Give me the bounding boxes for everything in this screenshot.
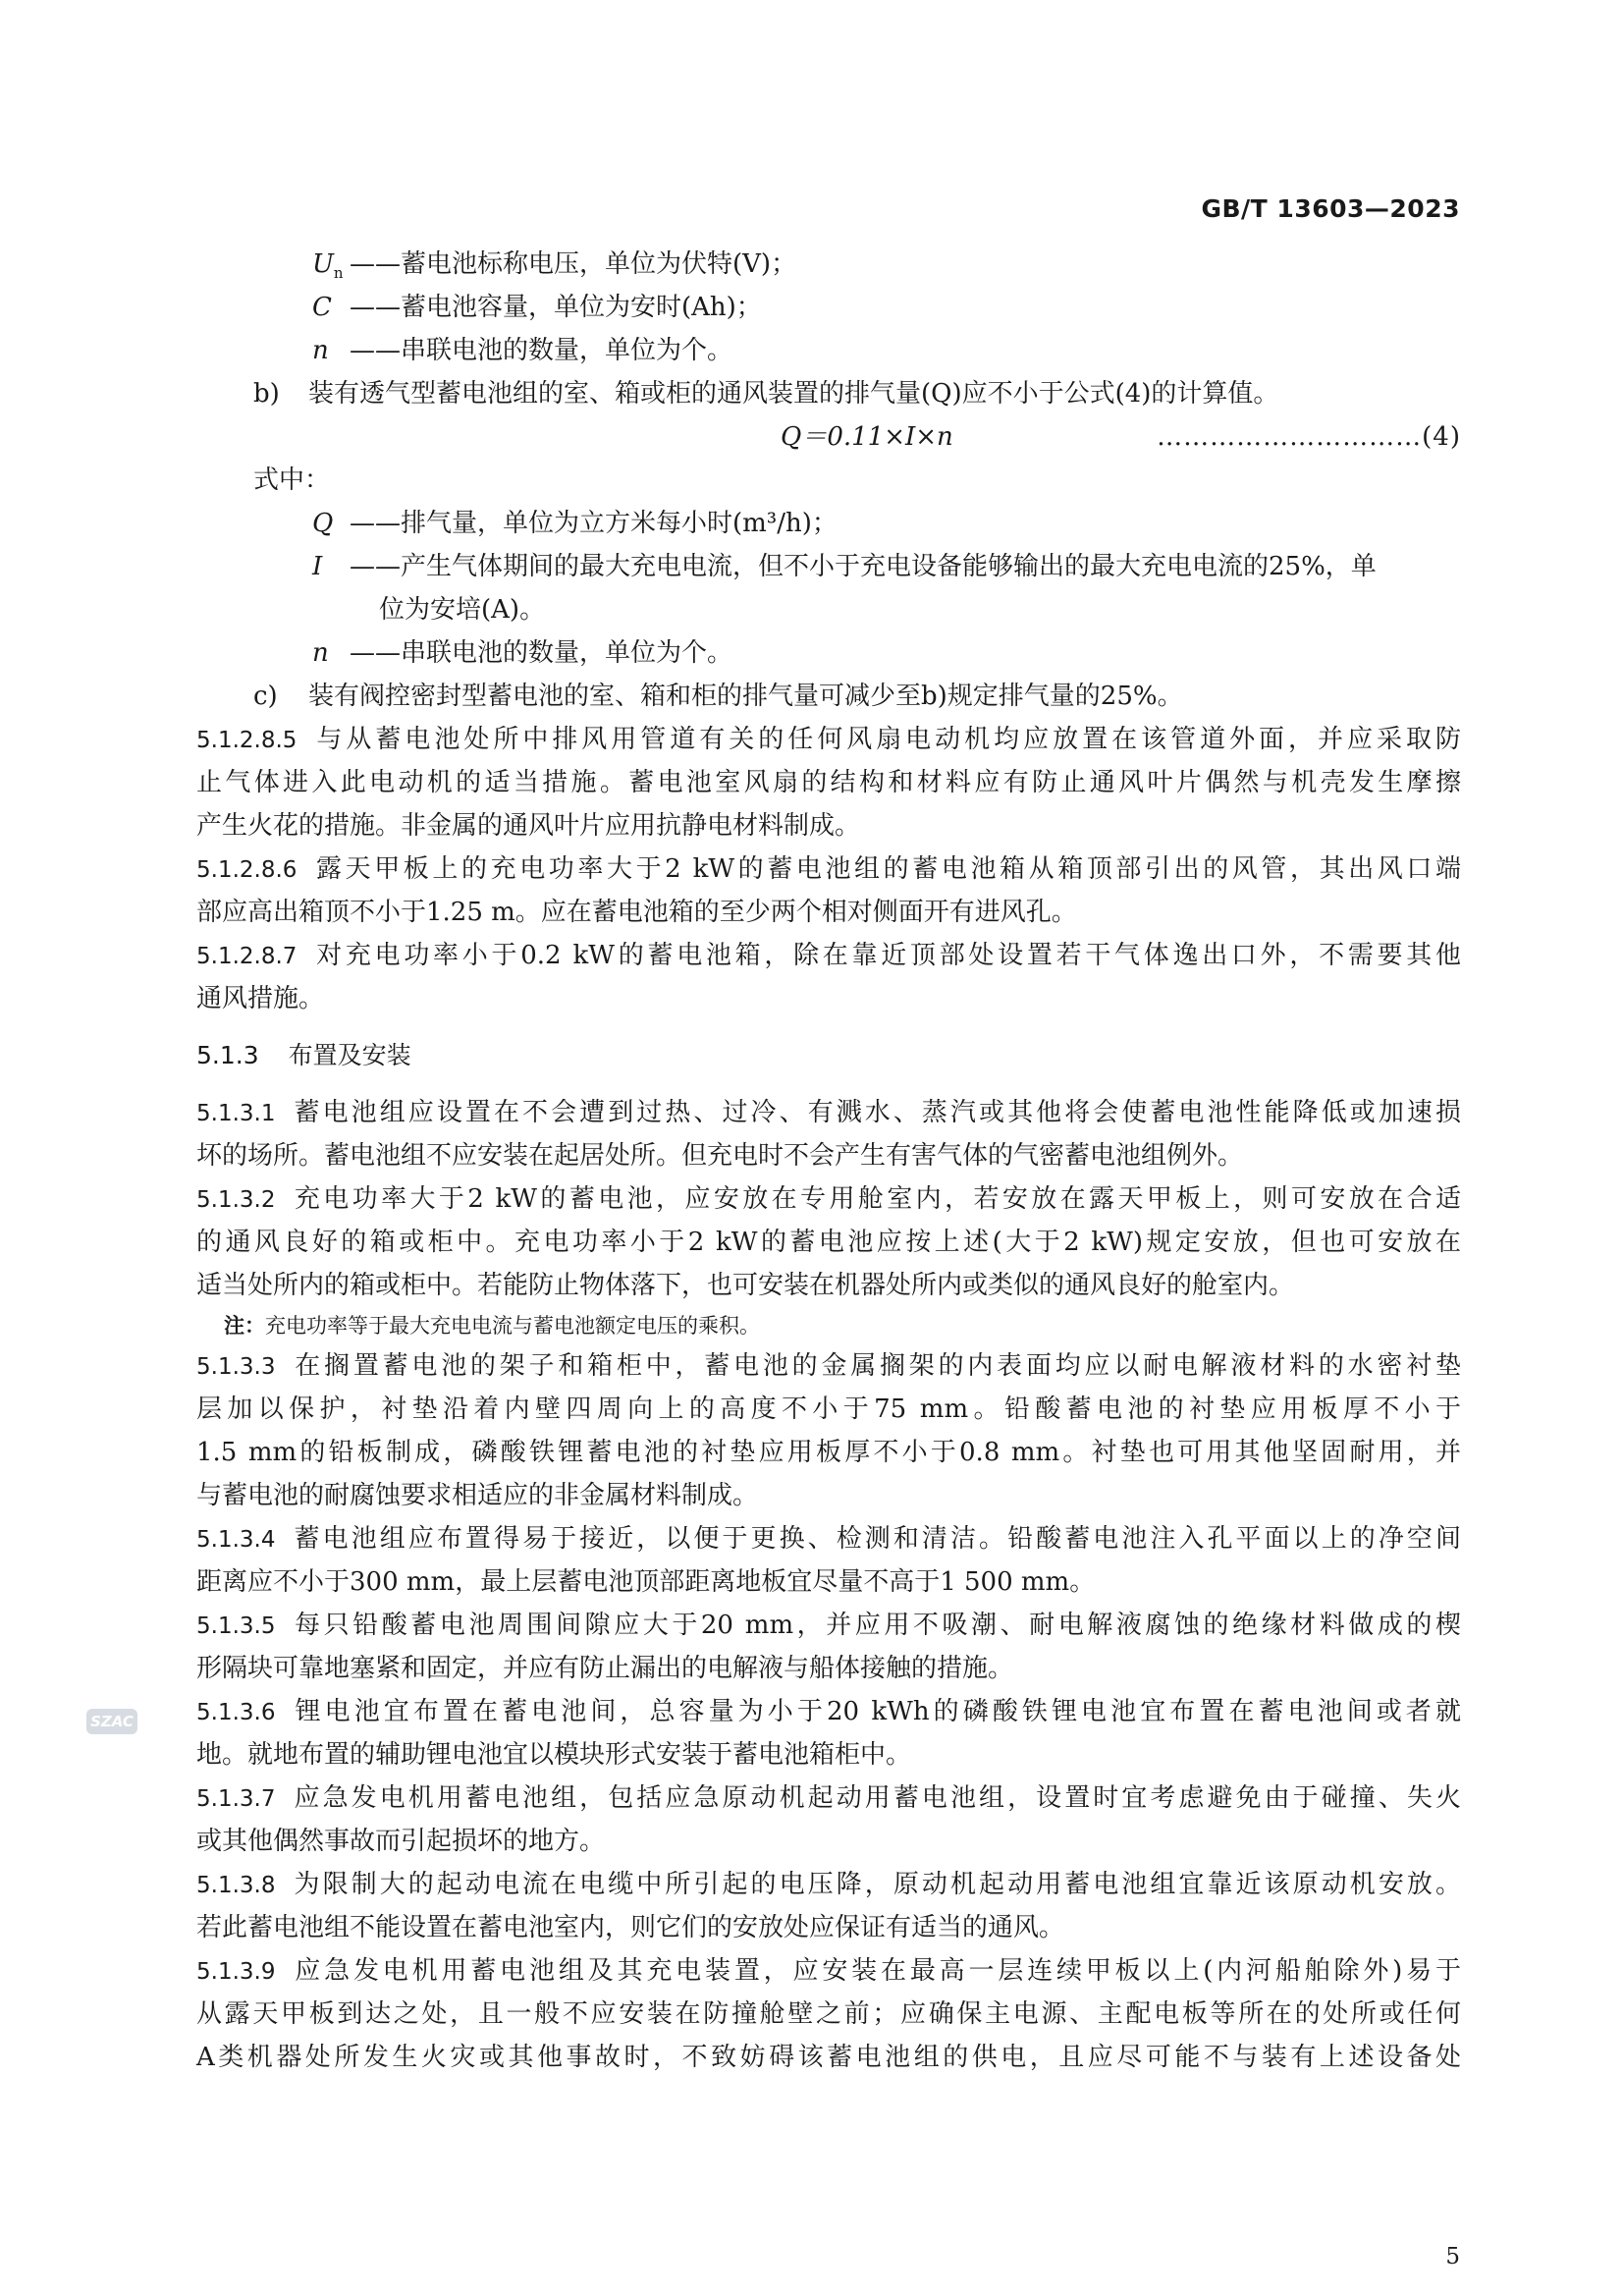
list-item-b (196, 372, 1461, 415)
clause-line: 通风措施。 (196, 984, 325, 1013)
clause-line (196, 934, 1461, 977)
symbol-i: I (312, 552, 323, 581)
definition-text: ——蓄电池标称电压，单位为伏特(V)； (350, 249, 797, 279)
clause-line: A类机器处所发生火灾或其他事故时，不致妨碍该蓄电池组的供电，且应尽可能不与装有上述设备处 (196, 2043, 1461, 2072)
clause-line (196, 1091, 1461, 1134)
definition-un (196, 243, 1461, 286)
clause-5-1-3-6 (196, 1690, 1461, 1777)
clause-line (196, 718, 1461, 761)
clause-line (196, 847, 1461, 891)
clause-number: 5.1.2.8.6 (196, 857, 298, 883)
clause-5-1-2-8-6 (196, 847, 1461, 934)
standard-code: GB/T 13603—2023 (1201, 194, 1460, 223)
clause-5-1-3-4 (196, 1517, 1461, 1604)
clause-5-1-3-7 (196, 1777, 1461, 1863)
clause-text: 应急发电机用蓄电池组及其充电装置，应安装在最高一层连续甲板以上(内河船舶除外)易于 (291, 1956, 1461, 1986)
clause-line: 产生火花的措施。非金属的通风叶片应用抗静电材料制成。 (196, 811, 861, 841)
clause-line (196, 1863, 1461, 1906)
clause-line: 地。就地布置的辅助锂电池宜以模块形式安装于蓄电池箱柜中。 (196, 1740, 912, 1770)
clause-text: 露天甲板上的充电功率大于2 kW的蓄电池组的蓄电池箱从箱顶部引出的风管，其出风口端 (312, 854, 1461, 884)
watermark-logo: SZAC (86, 1709, 137, 1734)
clause-line: 与蓄电池的耐腐蚀要求相适应的非金属材料制成。 (196, 1481, 759, 1510)
clause-number: 5.1.3.5 (196, 1613, 276, 1639)
clause-line: 或其他偶然事故而引起损坏的地方。 (196, 1827, 606, 1856)
definition-text: ——串联电池的数量，单位为个。 (350, 638, 733, 668)
clause-line: 止气体进入此电动机的适当措施。蓄电池室风扇的结构和材料应有防止通风叶片偶然与机壳发生摩擦 (196, 768, 1461, 797)
clause-number: 5.1.3.8 (196, 1873, 276, 1898)
note-label: 注： (224, 1314, 265, 1338)
definition-text: ——蓄电池容量，单位为安时(Ah)； (350, 293, 762, 322)
clause-5-1-3-3 (196, 1344, 1461, 1517)
clause-number: 5.1.2.8.7 (196, 944, 298, 969)
definition-c (196, 286, 1461, 329)
symbol-c: C (312, 293, 332, 322)
document-body (196, 243, 1461, 2079)
clause-line (196, 1949, 1461, 1993)
clause-number: 5.1.3.6 (196, 1700, 276, 1725)
clause-5-1-3-1 (196, 1091, 1461, 1177)
clause-5-1-2-8-5 (196, 718, 1461, 847)
clause-text: 每只铅酸蓄电池周围间隙应大于20 mm，并应用不吸潮、耐电解液腐蚀的绝缘材料做成的楔 (291, 1611, 1461, 1640)
where-label: 式中： (253, 465, 331, 495)
clause-text: 充电功率大于2 kW的蓄电池，应安放在专用舱室内，若安放在露天甲板上，则可安放在合适 (291, 1184, 1461, 1214)
clause-number: 5.1.3.1 (196, 1101, 276, 1126)
clause-text: 锂电池宜布置在蓄电池间，总容量为小于20 kWh的磷酸铁锂电池宜布置在蓄电池间或者就 (291, 1697, 1461, 1726)
clause-number: 5.1.2.8.5 (196, 728, 298, 753)
clause-line (196, 1517, 1461, 1560)
definition-text: ——产生气体期间的最大充电电流，但不小于充电设备能够输出的最大充电电流的25%，单 (350, 552, 1377, 581)
definition-q (196, 502, 1461, 545)
formula-4 (196, 415, 1461, 459)
symbol-n: n (312, 638, 329, 668)
clause-number: 5.1.3.3 (196, 1354, 276, 1380)
clause-line: 部应高出箱顶不小于1.25 m。应在蓄电池箱的至少两个相对侧面开有进风孔。 (196, 898, 1077, 927)
clause-line (196, 1604, 1461, 1647)
item-marker: b) (253, 379, 280, 409)
note (196, 1307, 1461, 1344)
definition-text: ——排气量，单位为立方米每小时(m³/h)； (350, 509, 838, 538)
clause-number: 5.1.3.7 (196, 1786, 276, 1812)
clause-line: 形隔块可靠地塞紧和固定，并应有防止漏出的电解液与船体接触的措施。 (196, 1654, 1014, 1683)
clause-text: 对充电功率小于0.2 kW的蓄电池箱，除在靠近顶部处设置若干气体逸出口外，不需要其他 (312, 941, 1461, 970)
symbol-un: $U_n$ (312, 249, 344, 283)
item-text: 装有阀控密封型蓄电池的室、箱和柜的排气量可减少至b)规定排气量的25%。 (308, 682, 1183, 711)
clause-text: 为限制大的起动电流在电缆中所引起的电压降，原动机起动用蓄电池组宜靠近该原动机安放。 (291, 1870, 1461, 1899)
clause-line (196, 1177, 1461, 1221)
clause-line (196, 1777, 1461, 1820)
item-marker: c) (253, 682, 278, 711)
symbol-n: n (312, 336, 329, 365)
clause-5-1-2-8-7 (196, 934, 1461, 1020)
clause-line: 层加以保护，衬垫沿着内壁四周向上的高度不小于75 mm。铅酸蓄电池的衬垫应用板厚不小于 (196, 1394, 1461, 1424)
formula-expression: Q＝0.11×I×n (781, 422, 953, 452)
definition-i-continued: 位为安培(A)。 (379, 595, 546, 625)
clause-5-1-3-5 (196, 1604, 1461, 1690)
clause-line: 适当处所内的箱或柜中。若能防止物体落下，也可安装在机器处所内或类似的通风良好的舱室内。 (196, 1271, 1295, 1300)
clause-line (196, 1690, 1461, 1733)
clause-5-1-3-8 (196, 1863, 1461, 1949)
clause-text: 蓄电池组应布置得易于接近，以便于更换、检测和清洁。铅酸蓄电池注入孔平面以上的净空间 (291, 1524, 1461, 1554)
definition-n (196, 329, 1461, 372)
section-number: 5.1.3 (196, 1041, 259, 1069)
symbol-q: Q (312, 509, 334, 538)
section-heading (196, 1034, 1461, 1077)
formula-number: …………………………(4) (1157, 422, 1461, 452)
clause-text: 蓄电池组应设置在不会遭到过热、过冷、有溅水、蒸汽或其他将会使蓄电池性能降低或加速损 (291, 1098, 1461, 1127)
clause-line (196, 1344, 1461, 1388)
definition-i (196, 545, 1461, 588)
clause-text: 与从蓄电池处所中排风用管道有关的任何风扇电动机均应放置在该管道外面，并应采取防 (312, 725, 1461, 754)
clause-number: 5.1.3.9 (196, 1959, 276, 1985)
clause-line: 若此蓄电池组不能设置在蓄电池室内，则它们的安放处应保证有适当的通风。 (196, 1913, 1065, 1942)
list-item-c (196, 675, 1461, 718)
definition-text: ——串联电池的数量，单位为个。 (350, 336, 733, 365)
clause-5-1-3-2 (196, 1177, 1461, 1307)
clause-text: 在搁置蓄电池的架子和箱柜中，蓄电池的金属搁架的内表面均应以耐电解液材料的水密衬垫 (291, 1351, 1461, 1381)
clause-number: 5.1.3.4 (196, 1527, 276, 1553)
clause-line: 坏的场所。蓄电池组不应安装在起居处所。但充电时不会产生有害气体的气密蓄电池组例外。 (196, 1141, 1244, 1171)
note-text: 充电功率等于最大充电电流与蓄电池额定电压的乘积。 (265, 1314, 760, 1338)
clause-line: 1.5 mm的铅板制成，磷酸铁锂蓄电池的衬垫应用板厚不小于0.8 mm。衬垫也可用其他坚固耐用，并 (196, 1438, 1461, 1467)
page-number: 5 (1445, 2244, 1460, 2269)
clause-line: 从露天甲板到达之处，且一般不应安装在防撞舱壁之前；应确保主电源、主配电板等所在的处所或任何 (196, 1999, 1461, 2029)
clause-text: 应急发电机用蓄电池组，包括应急原动机起动用蓄电池组，设置时宜考虑避免由于碰撞、失火 (291, 1783, 1461, 1813)
clause-line: 的通风良好的箱或柜中。充电功率小于2 kW的蓄电池应按上述(大于2 kW)规定安放，但也可安放在 (196, 1228, 1461, 1257)
definition-n-2 (196, 631, 1461, 675)
section-title: 布置及安装 (288, 1041, 411, 1069)
clause-number: 5.1.3.2 (196, 1187, 276, 1213)
item-text: 装有透气型蓄电池组的室、箱或柜的通风装置的排气量(Q)应不小于公式(4)的计算值。 (308, 379, 1279, 409)
clause-line: 距离应不小于300 mm，最上层蓄电池顶部距离地板宜尽量不高于1 500 mm。 (196, 1567, 1096, 1597)
clause-5-1-3-9 (196, 1949, 1461, 2079)
